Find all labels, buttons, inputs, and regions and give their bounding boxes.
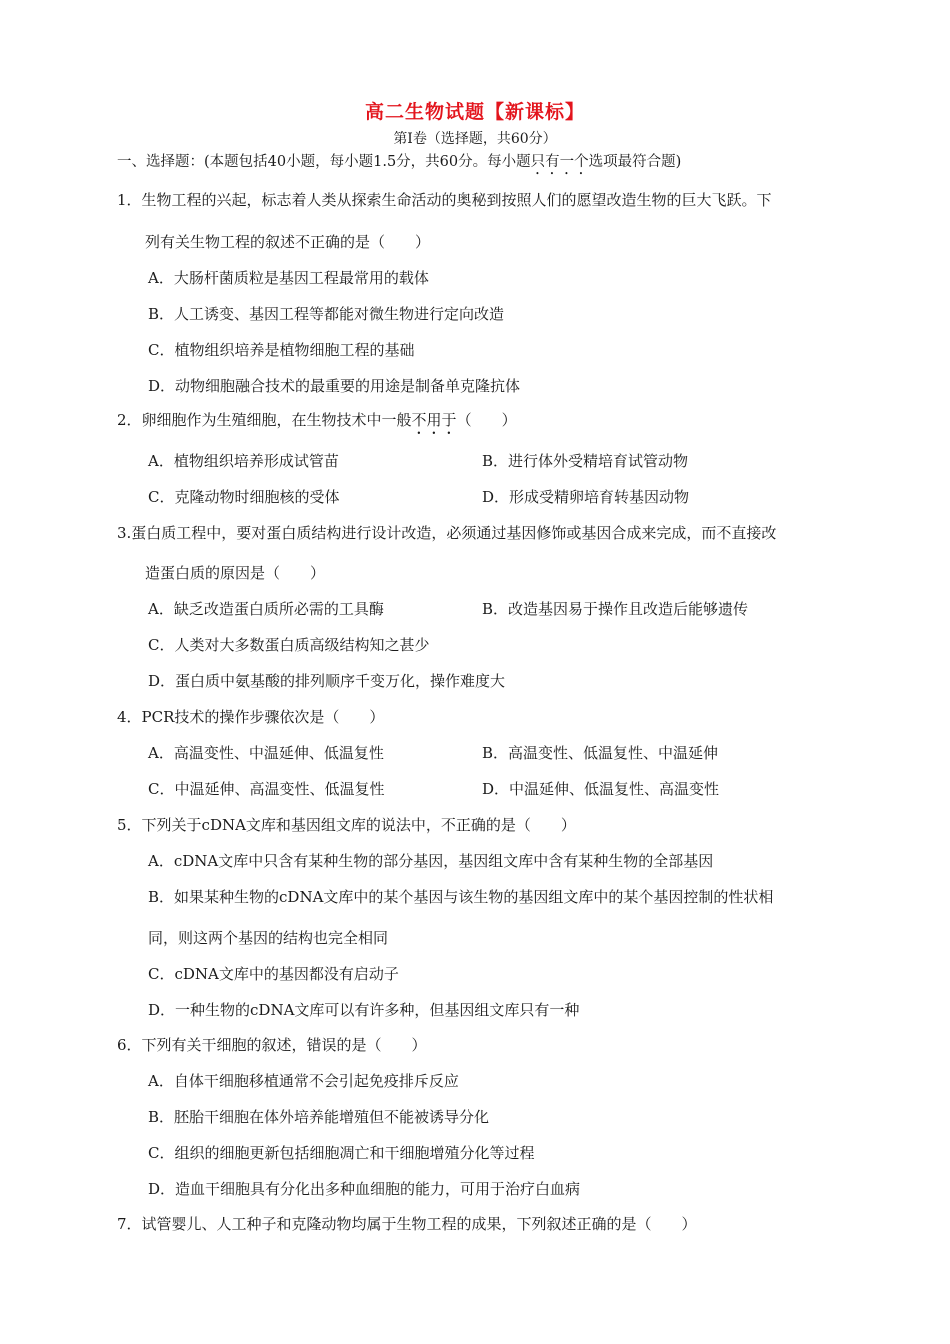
emphasis-text: 只有一个 <box>530 154 589 170</box>
question-1-option-d: D．动物细胞融合技术的最重要的用途是制备单克隆抗体 <box>148 377 521 395</box>
question-6-stem: 6．下列有关干细胞的叙述，错误的是（ ） <box>117 1036 427 1054</box>
question-2-option-c: C．克隆动物时细胞核的受体 <box>148 488 340 506</box>
question-6-option-a: A．自体干细胞移植通常不会引起免疫排斥反应 <box>148 1072 459 1090</box>
question-3-stem-cont: 造蛋白质的原因是（ ） <box>145 564 326 582</box>
question-1-option-a: A．大肠杆菌质粒是基因工程最常用的载体 <box>148 269 429 287</box>
question-2-option-a: A．植物组织培养形成试管苗 <box>148 452 339 470</box>
section-heading: 一、选择题：(本题包括40小题，每小题1.5分，共60分。每小题只有一个选项最符合题) <box>117 154 682 170</box>
question-6-option-d: D．造血干细胞具有分化出多种血细胞的能力，可用于治疗白血病 <box>148 1180 581 1198</box>
question-3-option-a: A．缺乏改造蛋白质所必需的工具酶 <box>148 600 384 618</box>
question-6-option-b: B．胚胎干细胞在体外培养能增殖但不能被诱导分化 <box>148 1108 490 1126</box>
question-3-option-c: C．人类对大多数蛋白质高级结构知之甚少 <box>148 636 430 654</box>
question-1-stem-cont: 列有关生物工程的叙述不正确的是（ ） <box>145 233 431 251</box>
question-5-option-d: D．一种生物的cDNA文库可以有许多种，但基因组文库只有一种 <box>148 1001 580 1019</box>
question-3-option-b: B．改造基因易于操作且改造后能够遗传 <box>482 600 749 618</box>
question-4-stem: 4．PCR技术的操作步骤依次是（ ） <box>117 708 385 726</box>
question-3-stem: 3.蛋白质工程中，要对蛋白质结构进行设计改造，必须通过基因修饰或基因合成来完成，而不直接改 <box>117 524 777 542</box>
question-6-option-c: C．组织的细胞更新包括细胞凋亡和干细胞增殖分化等过程 <box>148 1144 535 1162</box>
question-5-option-b-cont: 同，则这两个基因的结构也完全相同 <box>148 929 389 947</box>
question-5-option-a: A．cDNA文库中只含有某种生物的部分基因，基因组文库中含有某种生物的全部基因 <box>148 852 714 870</box>
question-3-option-d: D．蛋白质中氨基酸的排列顺序千变万化，操作难度大 <box>148 672 506 690</box>
question-1-option-b: B．人工诱变、基因工程等都能对微生物进行定向改造 <box>148 305 505 323</box>
emphasis-text: 不用于 <box>411 411 457 429</box>
page-title: 高二生物试题【新课标】 <box>364 101 585 123</box>
question-5-option-c: C．cDNA文库中的基因都没有启动子 <box>148 965 399 983</box>
question-7-stem: 7．试管婴儿、人工种子和克隆动物均属于生物工程的成果，下列叙述正确的是（ ） <box>117 1215 697 1233</box>
question-5-option-b: B．如果某种生物的cDNA文库中的某个基因与该生物的基因组文库中的某个基因控制的性状相 <box>148 888 774 906</box>
question-4-option-b: B．高温变性、低温复性、中温延伸 <box>482 744 719 762</box>
question-4-option-a: A．高温变性、中温延伸、低温复性 <box>148 744 384 762</box>
question-2-option-d: D．形成受精卵培育转基因动物 <box>482 488 690 506</box>
question-5-stem: 5．下列关于cDNA文库和基因组文库的说法中，不正确的是（ ） <box>117 816 576 834</box>
page-subtitle: 第Ⅰ卷（选择题，共60分） <box>393 131 557 147</box>
question-1-option-c: C．植物组织培养是植物细胞工程的基础 <box>148 341 415 359</box>
question-2-option-b: B．进行体外受精培育试管动物 <box>482 452 689 470</box>
question-4-option-c: C．中温延伸、高温变性、低温复性 <box>148 780 385 798</box>
question-1-stem: 1．生物工程的兴起，标志着人类从探索生命活动的奥秘到按照人们的愿望改造生物的巨大飞跃。下 <box>117 191 772 209</box>
question-4-option-d: D．中温延伸、低温复性、高温变性 <box>482 780 720 798</box>
question-2-stem: 2．卵细胞作为生殖细胞，在生物技术中一般不用于（ ） <box>117 411 517 429</box>
